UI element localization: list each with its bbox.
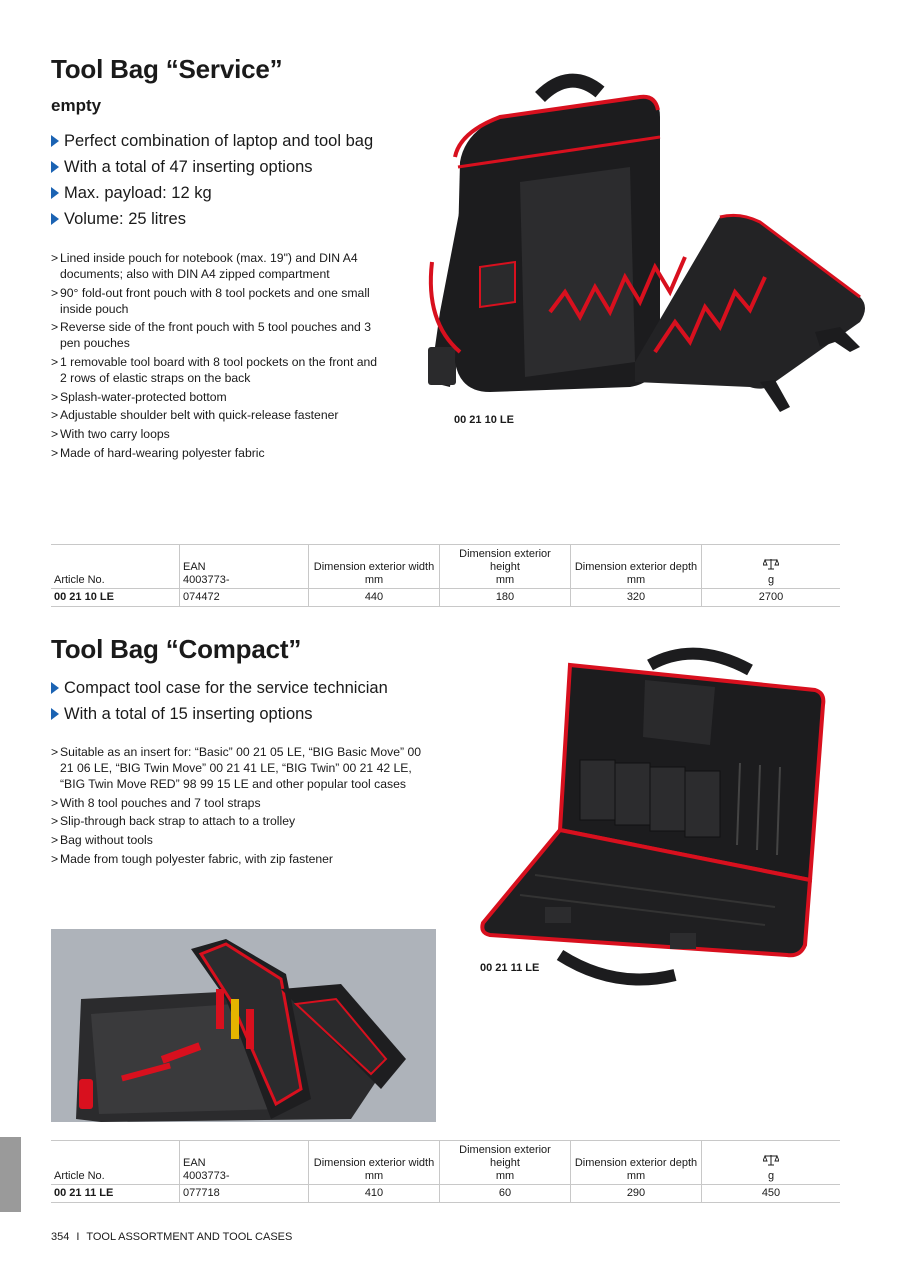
- detail-item: > Suitable as an insert for: “Basic” 00 21 05 LE, “BIG Basic Move” 00 21 06 LE, “BIG Twin Move” 00 21 41 LE, “BIG Twin” 00 21 42 LE, “BIG Twin Move RED” 98 99 15 LE and other popular tool cases: [51, 744, 431, 792]
- cell-width: 410: [309, 1185, 440, 1203]
- footer-separator: I: [76, 1231, 80, 1243]
- detail-item: > With 8 tool pouches and 7 tool straps: [51, 795, 431, 811]
- header-weight: g: [702, 1141, 841, 1185]
- cell-weight: 450: [702, 1185, 841, 1203]
- cell-depth: 290: [571, 1185, 702, 1203]
- section-name: TOOL ASSORTMENT AND TOOL CASES: [86, 1231, 293, 1243]
- service-detail-list: [51, 250, 381, 464]
- header-article: Article No.: [51, 545, 180, 589]
- header-height: Dimension exterior height mm: [440, 1141, 571, 1185]
- feature-item: With a total of 47 inserting options: [51, 154, 373, 180]
- cell-ean: 077718: [180, 1185, 309, 1203]
- detail-item: > Reverse side of the front pouch with 5 tool pouches and 3 pen pouches: [51, 319, 381, 351]
- service-feature-list: [51, 128, 373, 232]
- cell-article: 00 21 11 LE: [51, 1185, 180, 1203]
- detail-item: > Splash-water-protected bottom: [51, 389, 381, 405]
- service-spec-table: [51, 544, 840, 607]
- header-depth: Dimension exterior depth mm: [571, 1141, 702, 1185]
- compact-image-caption: 00 21 11 LE: [480, 962, 540, 974]
- service-bag-image: [420, 62, 870, 412]
- feature-item: With a total of 15 inserting options: [51, 701, 388, 727]
- cell-height: 60: [440, 1185, 571, 1203]
- compact-bag-image: [475, 645, 835, 1005]
- detail-item: > 90° fold-out front pouch with 8 tool pockets and one small inside pouch: [51, 285, 381, 317]
- page-footer: [51, 1231, 292, 1243]
- service-subtitle: empty: [51, 96, 102, 115]
- detail-item: > Slip-through back strap to attach to a trolley: [51, 813, 431, 829]
- header-width: Dimension exterior width mm: [309, 1141, 440, 1185]
- header-width: Dimension exterior width mm: [309, 545, 440, 589]
- service-image-caption: 00 21 10 LE: [454, 414, 514, 426]
- tool-case-inset-image: [51, 929, 436, 1122]
- table-row: [51, 589, 840, 607]
- compact-feature-list: [51, 675, 388, 727]
- table-row: [51, 1185, 840, 1203]
- header-ean: EAN 4003773-: [180, 545, 309, 589]
- detail-item: > Adjustable shoulder belt with quick-release fastener: [51, 407, 381, 423]
- header-height: Dimension exterior height mm: [440, 545, 571, 589]
- cell-article: 00 21 10 LE: [51, 589, 180, 607]
- page-number: 354: [51, 1231, 70, 1243]
- feature-item: Compact tool case for the service technician: [51, 675, 388, 701]
- detail-item: > Bag without tools: [51, 832, 431, 848]
- detail-item: > 1 removable tool board with 8 tool pockets on the front and 2 rows of elastic straps on the back: [51, 354, 381, 386]
- cell-height: 180: [440, 589, 571, 607]
- detail-item: > Made of hard-wearing polyester fabric: [51, 445, 381, 461]
- cell-depth: 320: [571, 589, 702, 607]
- cell-weight: 2700: [702, 589, 841, 607]
- compact-title: Tool Bag “Compact”: [51, 634, 302, 664]
- scale-icon: [763, 1154, 779, 1166]
- compact-detail-list: [51, 744, 431, 869]
- service-title: Tool Bag “Service”: [51, 54, 283, 84]
- compact-spec-table: [51, 1140, 840, 1203]
- feature-item: Perfect combination of laptop and tool bag: [51, 128, 373, 154]
- scale-icon: [763, 558, 779, 570]
- detail-item: > With two carry loops: [51, 426, 381, 442]
- detail-item: > Made from tough polyester fabric, with zip fastener: [51, 851, 431, 867]
- cell-width: 440: [309, 589, 440, 607]
- feature-item: Volume: 25 litres: [51, 206, 373, 232]
- feature-item: Max. payload: 12 kg: [51, 180, 373, 206]
- cell-ean: 074472: [180, 589, 309, 607]
- header-depth: Dimension exterior depth mm: [571, 545, 702, 589]
- section-tab-marker: [0, 1137, 21, 1212]
- header-weight: g: [702, 545, 841, 589]
- detail-item: > Lined inside pouch for notebook (max. 19") and DIN A4 documents; also with DIN A4 zipped compartment: [51, 250, 381, 282]
- header-ean: EAN 4003773-: [180, 1141, 309, 1185]
- header-article: Article No.: [51, 1141, 180, 1185]
